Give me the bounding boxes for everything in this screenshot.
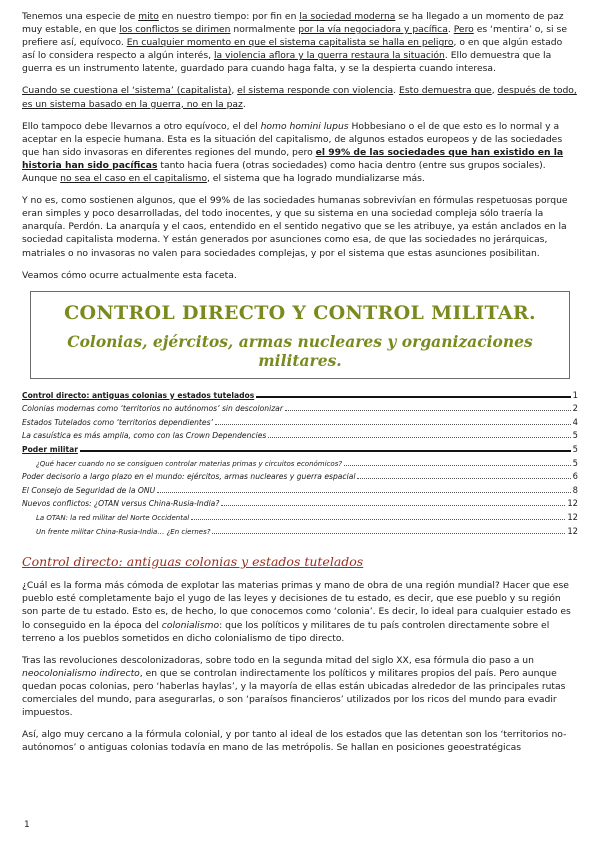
- toc-entry-title: Poder militar: [22, 445, 78, 455]
- document-subtitle: Colonias, ejércitos, armas nucleares y organizaciones militares.: [67, 331, 533, 370]
- toc-leader: [157, 492, 571, 493]
- toc-page-number: 6: [572, 471, 578, 482]
- toc-entry-title: La casuística es más amplia, como con las Crown Dependencies: [22, 431, 267, 441]
- intro-paragraph-2: [22, 84, 578, 110]
- text-run: : que los políticos y militares de tu país controlen directamente sobre el terreno a los pueblos sometidos en dicho colonialismo de tipo directo.: [22, 619, 550, 644]
- toc-leader: [357, 478, 570, 479]
- text-run: neocolonialismo indirecto: [22, 667, 140, 679]
- text-run: Así, algo muy cercano a la fórmula colonial, y por tanto al ideal de los estados que las detentan son los ‘territorios no-autónomos’ o antiguas colonias todavía en mano de las metrópolis. Se hallan en posiciones geoestratégicas: [22, 729, 567, 754]
- text-run: Ello tampoco debe llevarnos a otro equívoco, el del: [22, 120, 261, 132]
- text-run: Pero: [453, 24, 474, 36]
- text-run: .: [393, 85, 400, 97]
- text-run: colonialismo: [161, 619, 220, 631]
- toc-entry[interactable]: [22, 402, 578, 416]
- toc-page-number: 1: [572, 389, 578, 400]
- intro-paragraph-5: [22, 269, 578, 282]
- toc-entry-title: Colonias modernas como ‘territorios no autónomos’ sin descolonizar: [22, 404, 283, 414]
- text-run: . Ello demuestra que la guerra es un instrumento latente, guardado para cuando haga falta, y se la despierta cuando interesa.: [22, 50, 552, 75]
- toc-leader: [268, 437, 570, 438]
- section-paragraph-1: [22, 579, 578, 644]
- text-run: la violencia aflora y la guerra restaura la situación: [213, 50, 445, 62]
- toc-entry[interactable]: [22, 389, 578, 403]
- toc-entry[interactable]: [22, 443, 578, 457]
- text-run: .: [242, 98, 246, 110]
- toc-page-number: 5: [572, 457, 578, 468]
- text-run: es ‘mentira’ o, si se prefiere así, equívoco.: [22, 24, 567, 49]
- toc-page-number: 12: [567, 498, 578, 509]
- text-run: Tenemos una especie de: [22, 11, 139, 22]
- text-run: Y no es, como sostienen algunos, que el 99% de las sociedades humanas sobrevivían en fórmulas respetuosas porque eran simples y poco desarrolladas, del todo inocentes, y que su sistema en una sociedad compleja sólo traería la anarquía. Perdón. La anarquía y el caos, entendido en el sentido negativo que se les atribuye, ya están anclados en la sociedad capitalista moderna. Y están generados por asunciones como esa, de que las sociedades no jerárquicas, matriales o no invasoras no valen para sociedades complejas, y por el sistema que estas asunciones posibilitan.: [22, 195, 568, 259]
- toc-page-number: 2: [572, 403, 578, 414]
- toc-page-number: 12: [567, 512, 578, 523]
- section-heading[interactable]: Control directo: antiguas colonias y estados tutelados: [22, 554, 364, 570]
- toc-page-number: 12: [567, 525, 578, 536]
- text-run: tanto hacia fuera (otras sociedades) como hacia dentro (entre sus grupos sociales). Aunque: [22, 159, 546, 185]
- text-run: por la vía negociadora y pacífica: [298, 24, 448, 36]
- toc-entry-title: Poder decisorio a largo plazo en el mundo: ejércitos, armas nucleares y guerra espacial: [22, 472, 356, 482]
- document-page: [22, 10, 578, 763]
- intro-paragraph-1: [22, 10, 578, 75]
- text-run: .: [447, 24, 454, 36]
- section-paragraph-2: [22, 654, 578, 719]
- toc-leader: [285, 410, 571, 411]
- text-run: , o en que algún estado así lo considera respecto a algún interés,: [22, 37, 563, 62]
- toc-leader: [344, 465, 571, 466]
- text-run: ¿Cuál es la forma más cómoda de explotar las materias primas y mano de obra de una región mundial? Hacer que ese pueblo esté completamente bajo el yugo de las leyes y decisiones de tu estado, es decir, que ese pueblo y su región son parte de tu estado. Esto es, de hecho, lo que conocemos como ‘colonia’. Es decir, lo ideal para cualquier estado es lo conseguido en la época del: [22, 580, 571, 631]
- text-run: ,: [491, 85, 498, 97]
- text-run: no sea el caso en el capitalismo: [60, 173, 207, 185]
- toc-leader: [221, 505, 565, 506]
- text-run: el 99% de las sociedades que han existido en la historia han sido pacíficas: [22, 146, 564, 171]
- table-of-contents: [22, 389, 578, 539]
- toc-leader: [191, 519, 565, 520]
- text-run: Cuando se cuestiona el ‘sistema’ (capitalista): [22, 85, 232, 97]
- text-run: se ha llegado a un momento de paz muy estable, en que: [22, 11, 564, 36]
- toc-entry[interactable]: [22, 497, 578, 511]
- title-box: [30, 291, 570, 379]
- toc-entry-title: Nuevos conflictos: ¿OTAN versus China-Rusia-India?: [22, 499, 220, 509]
- section-paragraph-3: [22, 728, 578, 754]
- text-run: ,: [231, 85, 238, 97]
- text-run: los conflictos se dirimen: [119, 24, 231, 36]
- toc-entry[interactable]: [22, 470, 578, 484]
- toc-entry[interactable]: [22, 484, 578, 498]
- toc-leader: [215, 424, 571, 425]
- toc-entry-title: La OTAN: la red militar del Norte Occidental: [36, 514, 190, 523]
- toc-page-number: 8: [572, 484, 578, 495]
- intro-paragraph-3: [22, 120, 578, 185]
- toc-entry-title: Control directo: antiguas colonias y estados tutelados: [22, 390, 255, 400]
- toc-leader: [212, 533, 565, 534]
- text-run: después de todo, es un sistema basado en la guerra, no en la paz: [22, 85, 577, 110]
- text-run: Esto demuestra que: [399, 85, 492, 97]
- toc-page-number: 4: [572, 416, 578, 427]
- toc-entry-title: Estados Tutelados como ‘territorios dependientes’: [22, 417, 213, 427]
- toc-leader: [80, 450, 571, 452]
- toc-entry[interactable]: [22, 525, 578, 539]
- toc-entry[interactable]: [22, 416, 578, 430]
- text-run: mito: [138, 11, 159, 22]
- intro-paragraph-4: [22, 194, 578, 259]
- toc-entry-title: Un frente militar China-Rusia-India… ¿En ciernes?: [36, 527, 211, 536]
- toc-entry[interactable]: [22, 457, 578, 471]
- text-run: Veamos cómo ocurre actualmente esta faceta.: [22, 269, 237, 281]
- toc-page-number: 5: [572, 444, 578, 455]
- toc-entry-title: El Consejo de Seguridad de la ONU: [22, 485, 156, 495]
- page-number: 1: [24, 820, 30, 830]
- text-run: En cualquier momento en que el sistema capitalista se halla en peligro: [126, 37, 454, 49]
- document-title: CONTROL DIRECTO Y CONTROL MILITAR.: [64, 301, 536, 324]
- text-run: , el sistema que ha logrado mundializarse más.: [206, 173, 425, 185]
- toc-entry-title: ¿Qué hacer cuando no se consiguen controlar materias primas y circuitos económicos?: [36, 459, 343, 468]
- text-run: Hobbesiano o el de que esto es lo normal y a aceptar en la especie humana. Esta es la situación del capitalismo, de algunos estados europeos y de las sociedades que han sido invasoras en diferentes regiones del mundo, pero: [22, 120, 563, 158]
- text-run: el sistema responde con violencia: [237, 85, 394, 97]
- toc-page-number: 5: [572, 430, 578, 441]
- text-run: la sociedad moderna: [299, 11, 396, 22]
- text-run: en nuestro tiempo: por fin en: [158, 11, 300, 22]
- toc-entry[interactable]: [22, 429, 578, 443]
- text-run: normalmente: [230, 24, 299, 36]
- text-run: Tras las revoluciones descolonizadoras, sobre todo en la segunda mitad del siglo XX, esa fórmula dio paso a un: [22, 654, 534, 666]
- text-run: homo homini lupus: [260, 120, 349, 132]
- toc-entry[interactable]: [22, 511, 578, 525]
- toc-leader: [256, 396, 570, 398]
- text-run: , en que se controlan indirectamente los políticos y militares propios del país. Pero aunque quedan pocas colonias, pero ‘haberlas haylas’, y la mayoría de ellas están ubicadas alrededor de las principales rutas comerciales del mundo, para asegurarlas, o son ‘paraísos financieros’ utilizados por los ricos del mundo para evadir impuestos.: [22, 667, 566, 719]
